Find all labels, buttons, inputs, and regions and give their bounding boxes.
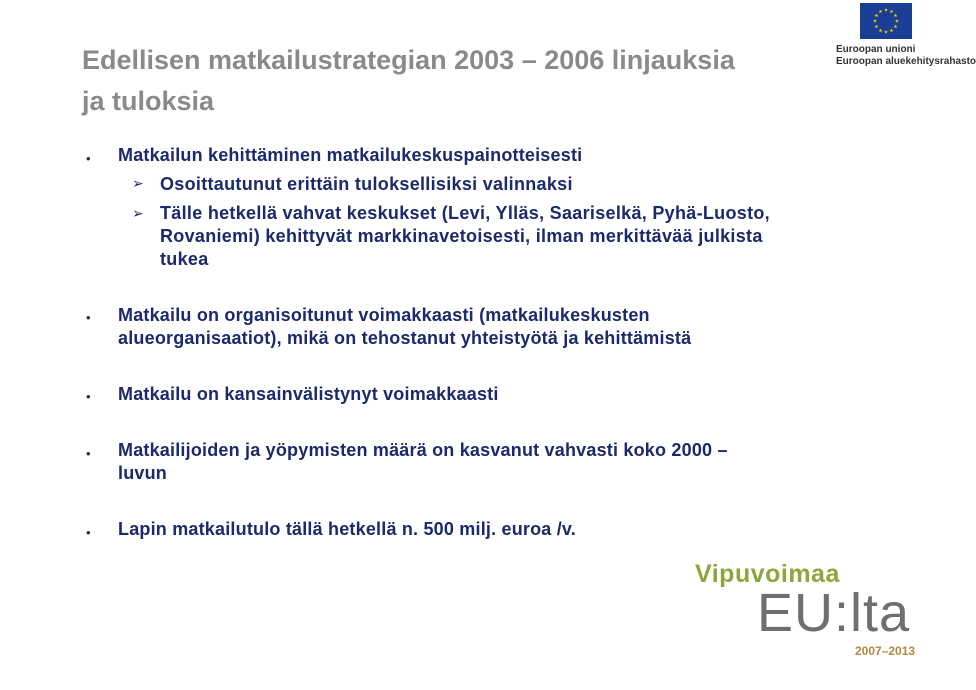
bullet-dot-icon: • <box>86 310 91 325</box>
arrow-bullet-icon: ➢ <box>132 175 144 191</box>
bullet-5: Lapin matkailutulo tällä hetkellä n. 500 milj. euroa /v. <box>118 519 577 539</box>
slide-title <box>82 40 862 122</box>
bullet-4-line-1: Matkailijoiden ja yöpymisten määrä on kasvanut vahvasti koko 2000 – <box>118 440 728 460</box>
bullet-3: Matkailu on kansainvälistynyt voimakkaasti <box>118 384 499 404</box>
bullet-1-sub-1: Osoittautunut erittäin tuloksellisiksi valinnaksi <box>160 174 573 194</box>
vipuvoimaa-logo-line-1: Vipuvoimaa <box>695 560 840 588</box>
bullet-dot-icon: • <box>86 151 91 166</box>
eu-flag-icon <box>860 3 912 39</box>
vipuvoimaa-logo-line-3: 2007–2013 <box>855 644 916 658</box>
eu-logo-text <box>836 44 976 68</box>
bullet-1-sub-2-line-2: Rovaniemi) kehittyvät markkinavetoisesti, ilman merkittävää julkista <box>160 226 763 246</box>
bullet-1-sub-2-line-3: tukea <box>160 249 209 269</box>
bullet-1: Matkailun kehittäminen matkailukeskuspainotteisesti <box>118 145 583 165</box>
title-line-1: Edellisen matkailustrategian 2003 – 2006 linjauksia <box>82 45 735 75</box>
eu-logo-line-2: Euroopan aluekehitysrahasto <box>836 56 976 67</box>
vipuvoimaa-logo-line-2: EU:lta <box>757 583 911 643</box>
bullet-1-sub-2-line-1: Tälle hetkellä vahvat keskukset (Levi, Ylläs, Saariselkä, Pyhä-Luosto, <box>160 203 770 223</box>
vipuvoimaa-logo <box>695 560 935 665</box>
bullet-2-line-2: alueorganisaatiot), mikä on tehostanut yhteistyötä ja kehittämistä <box>118 328 692 348</box>
bullet-dot-icon: • <box>86 525 91 540</box>
bullet-dot-icon: • <box>86 389 91 404</box>
bullet-2-line-1: Matkailu on organisoitunut voimakkaasti (matkailukeskusten <box>118 305 650 325</box>
title-line-2: ja tuloksia <box>82 86 215 116</box>
eu-logo-line-1: Euroopan unioni <box>836 44 916 55</box>
bullet-dot-icon: • <box>86 446 91 461</box>
bullet-4-line-2: luvun <box>118 463 167 483</box>
arrow-bullet-icon: ➢ <box>132 205 144 221</box>
